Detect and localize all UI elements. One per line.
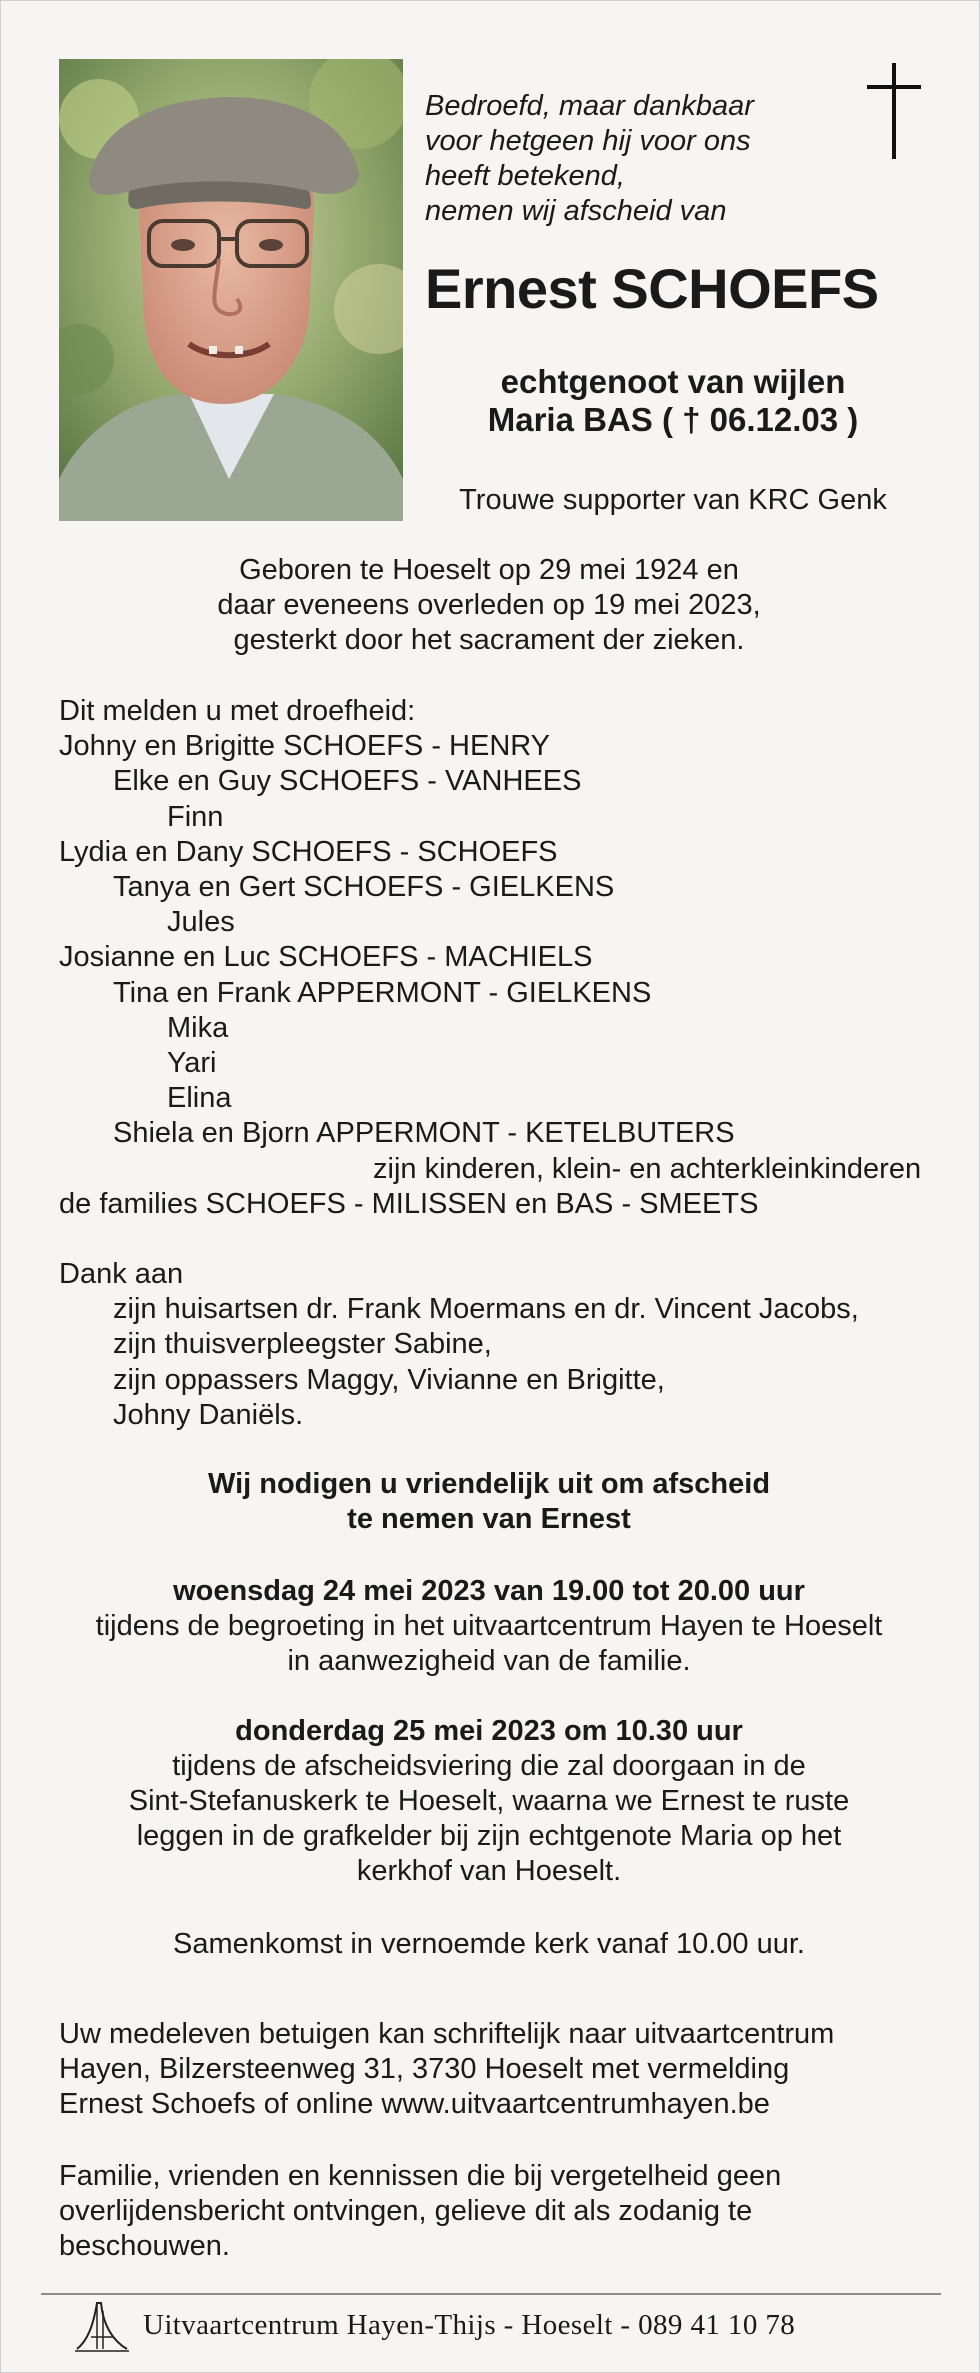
disclaimer-line: Familie, vrienden en kennissen die bij vergetelheid geen bbox=[59, 2160, 782, 2192]
event-line: kerkhof van Hoeselt. bbox=[356, 1855, 622, 1887]
announce-lead: Dit melden u met droefheid: bbox=[59, 695, 416, 727]
event-line: in aanwezigheid van de familie. bbox=[287, 1645, 691, 1677]
thanks-lead: Dank aan bbox=[59, 1258, 184, 1290]
deceased-name: Ernest SCHOEFS bbox=[425, 257, 879, 320]
birth-line: Geboren te Hoeselt op 29 mei 1924 en bbox=[239, 554, 739, 586]
family-member: Johny en Brigitte SCHOEFS - HENRY bbox=[59, 730, 551, 763]
condolence-line: Hayen, Bilzersteenweg 31, 3730 Hoeselt met vermelding bbox=[59, 2053, 790, 2085]
family-member: Elina bbox=[167, 1082, 232, 1115]
kin-line: zijn kinderen, klein- en achterkleinkinderen bbox=[373, 1152, 922, 1185]
thanks-item: zijn huisartsen dr. Frank Moermans en dr. Vincent Jacobs, bbox=[113, 1293, 859, 1326]
thanks-item: zijn oppassers Maggy, Vivianne en Brigitte, bbox=[113, 1363, 665, 1396]
notice-disclaimer bbox=[59, 2159, 781, 2264]
thanks-section bbox=[59, 1257, 859, 1433]
condolence-line: Uw medeleven betuigen kan schriftelijk naar uitvaartcentrum bbox=[59, 2018, 835, 2050]
family-member: Jules bbox=[167, 906, 235, 939]
birth-death-info bbox=[59, 553, 919, 658]
intro-text bbox=[425, 89, 754, 229]
event-line: leggen in de grafkelder bij zijn echtgenote Maria op het bbox=[136, 1820, 842, 1852]
funeral-event bbox=[59, 1714, 919, 1889]
footer-divider bbox=[41, 2293, 941, 2295]
spouse-line: echtgenoot van wijlen bbox=[500, 363, 846, 400]
visitation-event bbox=[59, 1574, 919, 1679]
family-member: Finn bbox=[167, 800, 224, 833]
birth-line: gesterkt door het sacrament der zieken. bbox=[233, 624, 745, 656]
portrait-image bbox=[59, 59, 403, 521]
disclaimer-line: overlijdensbericht ontvingen, gelieve dit als zodanig te bbox=[59, 2195, 753, 2227]
spouse-line: Maria BAS ( † 06.12.03 ) bbox=[487, 401, 859, 438]
portrait-photo bbox=[59, 59, 403, 521]
condolence-line: Ernest Schoefs of online www.uitvaartcentrumhayen.be bbox=[59, 2088, 770, 2120]
intro-line: voor hetgeen hij voor ons bbox=[425, 125, 751, 157]
invite-line: Wij nodigen u vriendelijk uit om afscheid bbox=[207, 1468, 771, 1500]
event-line: tijdens de afscheidsviering die zal doorgaan in de bbox=[172, 1750, 806, 1782]
family-member: Yari bbox=[167, 1047, 217, 1080]
spouse-info bbox=[425, 363, 921, 439]
family-member: Elke en Guy SCHOEFS - VANHEES bbox=[113, 765, 582, 798]
family-member: Tanya en Gert SCHOEFS - GIELKENS bbox=[113, 871, 615, 904]
event-datetime: donderdag 25 mei 2023 om 10.30 uur bbox=[235, 1715, 743, 1747]
thanks-item: Johny Daniëls. bbox=[113, 1398, 304, 1431]
event-line: tijdens de begroeting in het uitvaartcentrum Hayen te Hoeselt bbox=[95, 1610, 883, 1642]
supporter-line: Trouwe supporter van KRC Genk bbox=[459, 484, 887, 516]
funeral-home-logo-icon bbox=[73, 2297, 131, 2353]
family-member: Shiela en Bjorn APPERMONT - KETELBUTERS bbox=[113, 1117, 735, 1150]
family-member: Josianne en Luc SCHOEFS - MACHIELS bbox=[59, 941, 593, 974]
intro-line: heeft betekend, bbox=[425, 160, 625, 192]
condolence-info bbox=[59, 2017, 834, 2122]
birth-line: daar eveneens overleden op 19 mei 2023, bbox=[217, 589, 761, 621]
event-datetime: woensdag 24 mei 2023 van 19.00 tot 20.00 uur bbox=[173, 1575, 805, 1607]
intro-line: Bedroefd, maar dankbaar bbox=[425, 90, 754, 122]
families-line: de families SCHOEFS - MILISSEN en BAS - SMEETS bbox=[59, 1187, 759, 1220]
funeral-home-contact: Uitvaartcentrum Hayen-Thijs - Hoeselt - 089 41 10 78 bbox=[143, 2309, 796, 2341]
family-member: Mika bbox=[167, 1011, 229, 1044]
invite-line: te nemen van Ernest bbox=[347, 1503, 631, 1535]
thanks-item: zijn thuisverpleegster Sabine, bbox=[113, 1328, 492, 1361]
intro-line: nemen wij afscheid van bbox=[425, 195, 727, 227]
event-line: Sint-Stefanuskerk te Hoeselt, waarna we Ernest te ruste bbox=[128, 1785, 850, 1817]
family-member: Lydia en Dany SCHOEFS - SCHOEFS bbox=[59, 835, 558, 868]
cross-icon bbox=[867, 63, 921, 159]
family-member: Tina en Frank APPERMONT - GIELKENS bbox=[113, 976, 652, 1009]
disclaimer-line: beschouwen. bbox=[59, 2230, 230, 2262]
meeting-info: Samenkomst in vernoemde kerk vanaf 10.00 uur. bbox=[173, 1928, 805, 1960]
invitation-heading bbox=[59, 1467, 919, 1537]
family-announcement bbox=[59, 694, 921, 1222]
